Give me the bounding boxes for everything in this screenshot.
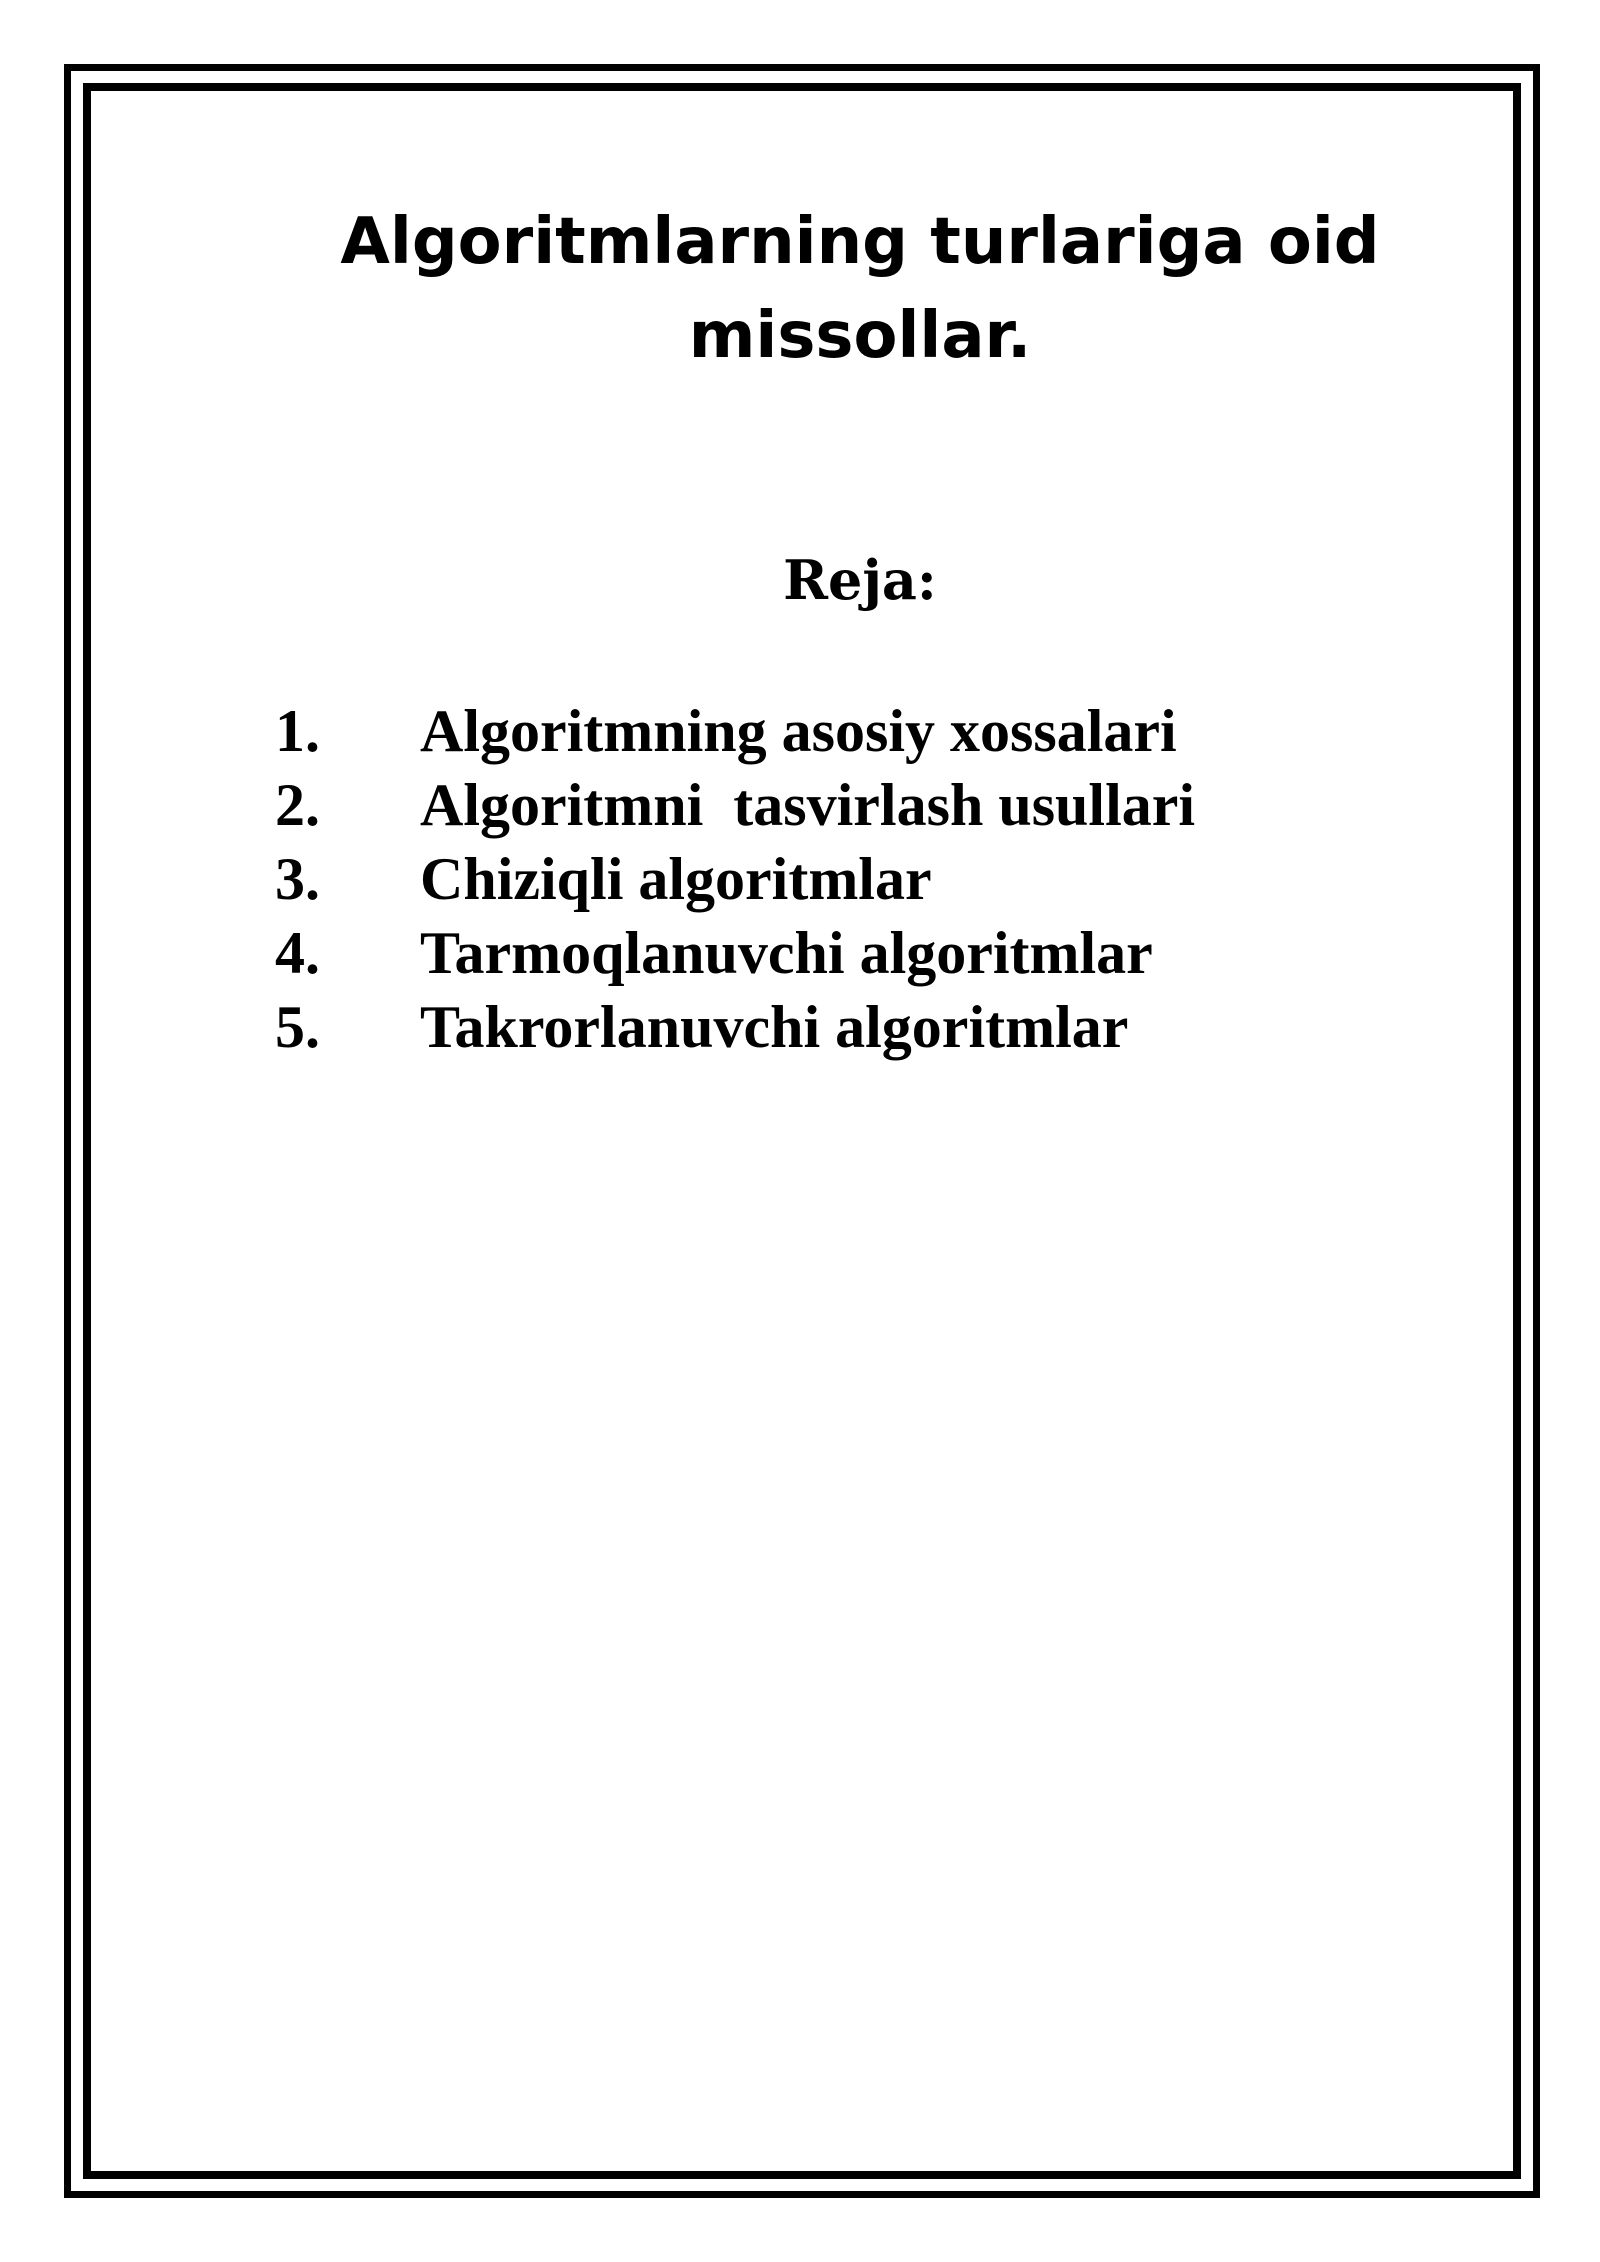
document-title: Algoritmlarning turlariga oid missollar. — [340, 205, 1380, 373]
plan-item-number: 5. — [275, 994, 320, 1060]
plan-list-item — [275, 842, 1195, 916]
plan-item-text: Chiziqli algoritmlar — [420, 846, 932, 912]
plan-list-item — [275, 768, 1195, 842]
plan-item-text: Takrorlanuvchi algoritmlar — [420, 994, 1129, 1060]
plan-item-text: Algoritmning asosiy xossalari — [420, 698, 1177, 764]
plan-item-number: 3. — [275, 846, 320, 912]
plan-heading: Reja: — [783, 548, 937, 612]
plan-item-number: 1. — [275, 698, 320, 764]
plan-item-text: Algoritmni tasvirlash usullari — [420, 772, 1196, 838]
plan-list-item — [275, 916, 1195, 990]
plan-item-text: Tarmoqlanuvchi algoritmlar — [420, 920, 1153, 986]
plan-list — [275, 694, 1195, 1064]
plan-item-number: 2. — [275, 772, 320, 838]
plan-list-item — [275, 990, 1195, 1064]
page-border-inner — [83, 83, 1521, 2179]
plan-item-number: 4. — [275, 920, 320, 986]
plan-list-item — [275, 694, 1195, 768]
